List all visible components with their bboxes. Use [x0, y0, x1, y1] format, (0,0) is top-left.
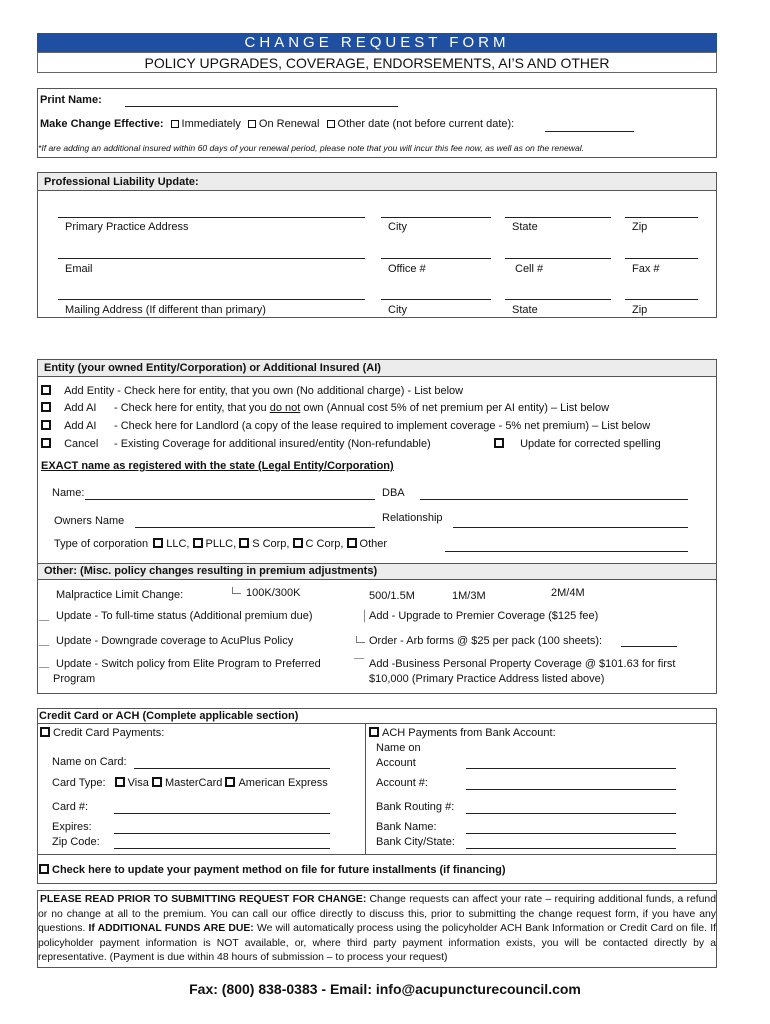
email-label: Email [65, 263, 93, 275]
other-corp-field[interactable] [445, 551, 688, 552]
mailing-city-field[interactable] [381, 299, 491, 300]
name-on-card-field[interactable] [134, 768, 330, 769]
bpp-line1: Add -Business Personal Property Coverage @ $101.63 for first [369, 658, 676, 670]
on-renewal-checkbox[interactable] [248, 120, 256, 128]
immediately-label: Immediately [181, 118, 241, 130]
limit-100k-label: 100K/300K [246, 587, 301, 599]
entity-name-label: Name: [52, 487, 85, 499]
bpp-checkbox[interactable] [354, 658, 364, 659]
owners-name-field[interactable] [135, 527, 375, 528]
bank-city-field[interactable] [466, 848, 676, 849]
name-on-account-field[interactable] [466, 768, 676, 769]
notice-text [38, 893, 716, 966]
print-name-label: Print Name: [40, 94, 102, 106]
downgrade-checkbox[interactable] [39, 645, 49, 646]
add-entity-text: Add Entity - Check here for entity, that you own (No additional charge) - List below [64, 385, 464, 397]
zip-field[interactable] [625, 217, 698, 218]
card-number-label: Card #: [52, 801, 89, 813]
premier-upgrade-label: Add - Upgrade to Premier Coverage ($125 fee) [369, 610, 599, 622]
add-ai-desc-a: - Check here for entity, that you [114, 402, 270, 414]
form-title-bar [37, 33, 717, 52]
immediately-checkbox[interactable] [171, 120, 179, 128]
entity-option-spelling [494, 438, 661, 450]
bpp-label [369, 657, 676, 687]
office-label: Office # [388, 263, 426, 275]
dba-label: DBA [382, 487, 405, 499]
other-date-label: Other date (not before current date): [337, 118, 515, 130]
switch-policy-line2: Program [53, 673, 96, 685]
print-name-field[interactable] [125, 106, 398, 107]
footer-contact: Fax: (800) 838-0383 - Email: info@acupuncturecouncil.com [189, 981, 581, 997]
switch-policy-checkbox[interactable] [39, 667, 49, 668]
arb-forms-checkbox[interactable] [356, 636, 365, 643]
dba-field[interactable] [420, 499, 688, 500]
downgrade-label: Update - Downgrade coverage to AcuPlus Policy [56, 635, 294, 647]
ach-checkbox[interactable] [369, 727, 379, 737]
payment-divider-horizontal [38, 854, 716, 855]
pllc-checkbox[interactable] [193, 538, 203, 548]
add-ai-landlord-label: Add AI [64, 420, 97, 432]
primary-address-field[interactable] [58, 217, 365, 218]
routing-field[interactable] [466, 813, 676, 814]
add-ai-landlord-checkbox[interactable] [41, 420, 51, 430]
notice-lead: PLEASE READ PRIOR TO SUBMITTING REQUEST FOR CHANGE: [40, 894, 367, 905]
bank-name-label: Bank Name: [376, 821, 437, 833]
mastercard-checkbox[interactable] [152, 777, 162, 787]
fax-field[interactable] [625, 258, 698, 259]
office-field[interactable] [381, 258, 491, 259]
cell-field[interactable] [505, 258, 611, 259]
card-number-field[interactable] [114, 813, 330, 814]
credit-card-checkbox[interactable] [40, 727, 50, 737]
card-type-row [52, 777, 328, 789]
mailing-address-field[interactable] [58, 299, 365, 300]
visa-checkbox[interactable] [115, 777, 125, 787]
expires-label: Expires: [52, 821, 92, 833]
limit-change-label: Malpractice Limit Change: [56, 589, 184, 601]
limit-2m-label: 2M/4M [551, 587, 585, 599]
bank-city-label: Bank City/State: [376, 836, 455, 848]
other-date-field[interactable] [545, 131, 634, 132]
entity-option-add-ai-landlord [41, 420, 96, 432]
full-time-label: Update - To full-time status (Additional premium due) [56, 610, 313, 622]
form-title: CHANGE REQUEST FORM [244, 34, 510, 51]
name-on-account-line1: Name on [376, 742, 421, 754]
limit-100k-checkbox[interactable] [232, 587, 241, 594]
scorp-label: S Corp, [252, 538, 290, 550]
zip-code-label: Zip Code: [52, 836, 100, 848]
zip-label: Zip [632, 221, 648, 233]
name-on-account-label [376, 741, 421, 771]
arb-forms-label: Order - Arb forms @ $25 per pack (100 sheets): [369, 635, 603, 647]
primary-address-label: Primary Practice Address [65, 221, 189, 233]
mailing-zip-field[interactable] [625, 299, 698, 300]
limit-500-label: 500/1.5M [369, 590, 415, 602]
cell-label: Cell # [515, 263, 544, 275]
ach-option [369, 727, 556, 739]
update-payment-checkbox[interactable] [39, 864, 49, 874]
pllc-label: PLLC, [205, 538, 237, 550]
other-corp-checkbox[interactable] [347, 538, 357, 548]
cancel-label: Cancel [64, 438, 99, 450]
credit-card-label: Credit Card Payments: [53, 727, 165, 739]
mailing-state-field[interactable] [505, 299, 611, 300]
premier-upgrade-checkbox[interactable] [364, 610, 366, 622]
state-field[interactable] [505, 217, 611, 218]
amex-label: American Express [238, 777, 328, 789]
city-field[interactable] [381, 217, 491, 218]
entity-name-field[interactable] [85, 499, 375, 500]
name-on-account-line2: Account [376, 757, 416, 769]
switch-policy-line1: Update - Switch policy from Elite Program to Preferred [56, 658, 321, 670]
cancel-checkbox[interactable] [41, 438, 51, 448]
limit-1m-label: 1M/3M [452, 590, 486, 602]
professional-section [37, 172, 717, 318]
visa-label: Visa [127, 777, 149, 789]
payment-heading: Credit Card or ACH (Complete applicable section) [38, 709, 716, 724]
routing-label: Bank Routing #: [376, 801, 455, 813]
other-date-checkbox[interactable] [327, 120, 335, 128]
add-ai-label: Add AI [64, 402, 97, 414]
make-change-row [40, 118, 514, 130]
ai-note: *If are adding an additional insured within 60 days of your renewal period, please note that you will incur this fee now, as well as on the renewal. [38, 143, 585, 153]
relationship-label: Relationship [382, 512, 443, 524]
corp-type-row [54, 538, 387, 550]
email-field[interactable] [58, 258, 365, 259]
expires-field[interactable] [114, 833, 330, 834]
notice-body-2: We will automatically process using the policyholder ACH Bank Information or Credit Card on file. If policyholder payment information is NOT available, or, where third party payment information exists, you will be contacted directly by a representative. (Payment is due within 48 hours of submission – to process your request) [38, 923, 716, 963]
cancel-desc: - Existing Coverage for additional insured/entity (Non-refundable) [114, 438, 431, 450]
make-change-label: Make Change Effective: [40, 118, 164, 130]
fax-label: Fax # [632, 263, 660, 275]
form-subtitle-bar [37, 52, 717, 73]
llc-checkbox[interactable] [153, 538, 163, 548]
zip-code-field[interactable] [114, 848, 330, 849]
entity-heading: Entity (your owned Entity/Corporation) or Additional Insured (AI) [38, 360, 716, 377]
spelling-checkbox[interactable] [494, 438, 504, 448]
state-label: State [512, 221, 538, 233]
payment-divider-vertical [365, 724, 366, 854]
relationship-field[interactable] [453, 527, 688, 528]
switch-policy-label [53, 657, 321, 687]
bpp-line2: $10,000 (Primary Practice Address listed above) [369, 673, 605, 685]
add-ai-desc [114, 402, 609, 414]
bank-name-field[interactable] [466, 833, 676, 834]
mailing-zip-label: Zip [632, 304, 648, 316]
full-time-checkbox[interactable] [39, 620, 49, 621]
ccorp-label: C Corp, [305, 538, 344, 550]
on-renewal-label: On Renewal [258, 118, 320, 130]
notice-lead-2: If ADDITIONAL FUNDS ARE DUE: [88, 923, 254, 934]
add-entity-checkbox[interactable] [41, 385, 51, 395]
entity-option-add-entity [41, 385, 463, 397]
name-on-card-label: Name on Card: [52, 756, 127, 768]
add-ai-checkbox[interactable] [41, 402, 51, 412]
other-corp-label: Other [359, 538, 388, 550]
card-type-label: Card Type: [52, 777, 106, 789]
corp-type-label: Type of corporation [54, 538, 149, 550]
spelling-label: Update for corrected spelling [520, 438, 661, 450]
city-label: City [388, 221, 407, 233]
exact-name-heading: EXACT name as registered with the state (Legal Entity/Corporation) [41, 460, 394, 472]
notice-body-1: Change requests can affect your rate – requiring additional funds, a refund or no change at all to the premium. You can call our office directly to discuss this, prior to submitting the change request form, if you have any questions. [38, 894, 716, 934]
add-ai-landlord-desc: - Check here for Landlord (a copy of the lease required to implement coverage - 5% net premium) – List below [114, 420, 651, 432]
add-ai-desc-b: own (Annual cost 5% of net premium per AI entity) – List below [300, 402, 610, 414]
ach-label: ACH Payments from Bank Account: [382, 727, 556, 739]
arb-forms-field[interactable] [621, 646, 677, 647]
entity-option-add-ai [41, 402, 96, 414]
mailing-city-label: City [388, 304, 407, 316]
entity-option-cancel [41, 438, 98, 450]
account-number-field[interactable] [466, 789, 676, 790]
form-subtitle: POLICY UPGRADES, COVERAGE, ENDORSEMENTS, AI’S AND OTHER [144, 55, 610, 71]
llc-label: LLC, [166, 538, 190, 550]
account-number-label: Account #: [376, 777, 428, 789]
owners-name-label: Owners Name [54, 515, 125, 527]
scorp-checkbox[interactable] [239, 538, 249, 548]
update-payment-label: Check here to update your payment method on file for future installments (if financing) [52, 864, 506, 876]
mailing-address-label: Mailing Address (If different than primary) [65, 304, 266, 316]
credit-card-option [40, 727, 164, 739]
amex-checkbox[interactable] [225, 777, 235, 787]
add-ai-desc-underline: do not [269, 402, 301, 414]
mailing-state-label: State [512, 304, 538, 316]
professional-heading: Professional Liability Update: [38, 173, 716, 191]
ccorp-checkbox[interactable] [293, 538, 303, 548]
mastercard-label: MasterCard [164, 777, 223, 789]
misc-heading: Other: (Misc. policy changes resulting in premium adjustments) [38, 564, 716, 580]
update-payment-option [39, 864, 506, 876]
